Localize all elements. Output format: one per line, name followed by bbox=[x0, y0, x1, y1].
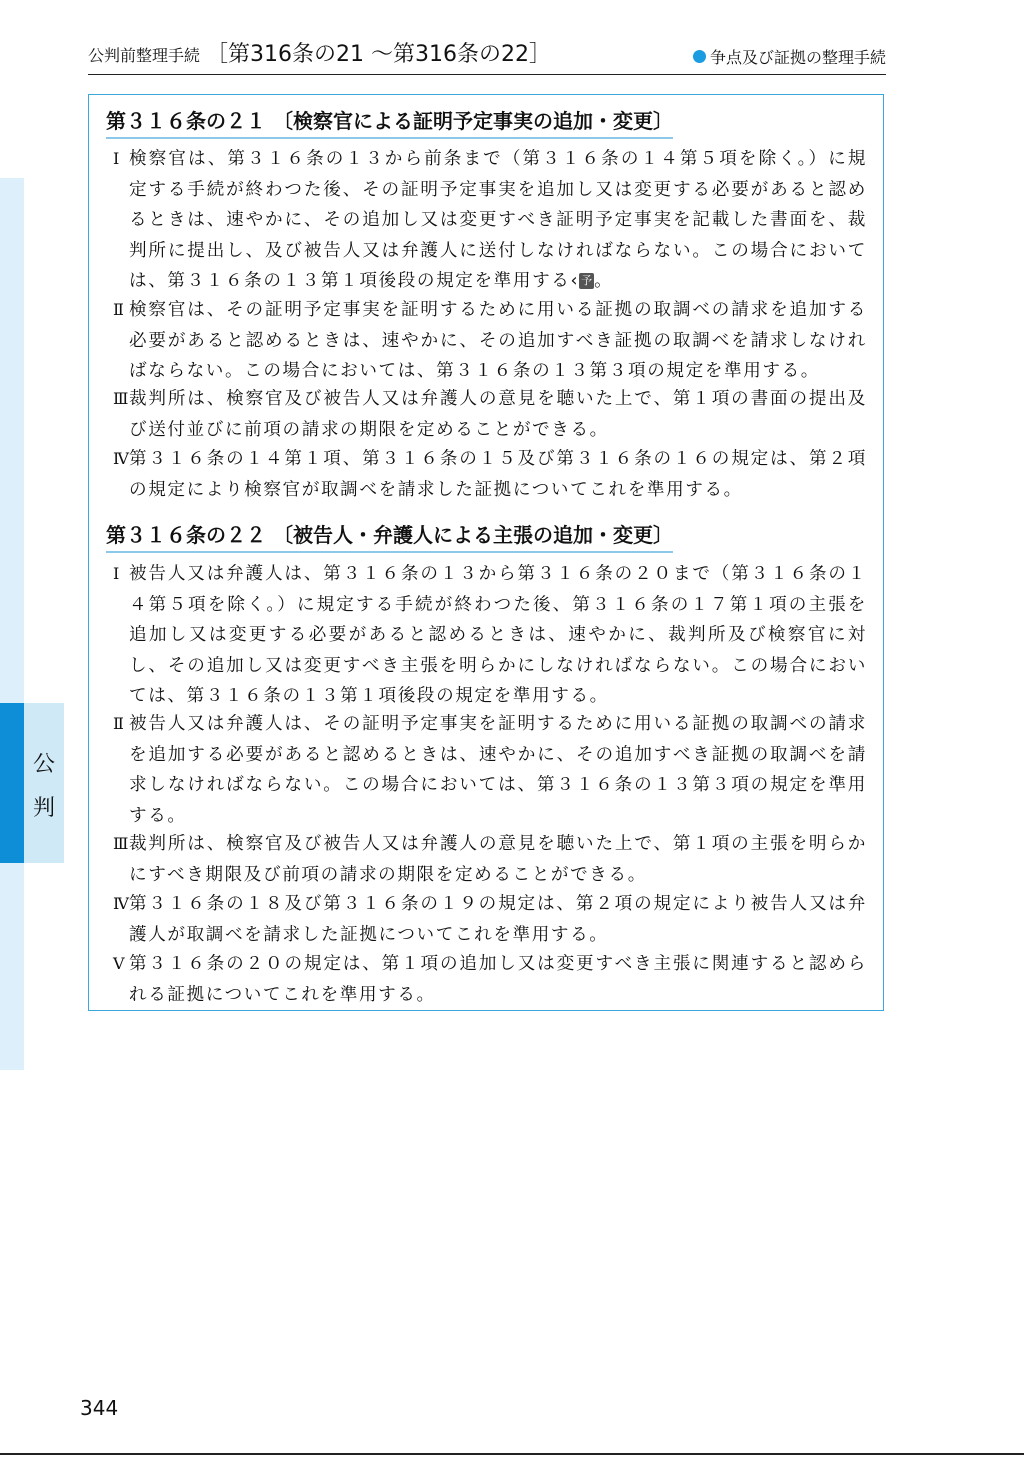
header-section bbox=[693, 45, 886, 68]
paragraph-number: Ⅴ bbox=[113, 954, 125, 973]
paragraph-text: 第３１６条の１４第１項、第３１６条の１５及び第３１６条の１６の規定は、第２項の規定により検察官が取調べを請求した証拠についてこれを準用する。 bbox=[129, 449, 867, 500]
reference-mark-icon: 予 bbox=[581, 274, 593, 287]
header-section-label: 争点及び証拠の整理手続 bbox=[709, 48, 886, 67]
header-chapter: 公判前整理手続 bbox=[88, 46, 201, 65]
paragraph bbox=[89, 829, 883, 890]
paragraph-number: Ⅰ bbox=[113, 149, 120, 168]
paragraph-text: 第３１６条の２０の規定は、第１項の追加し又は変更すべき主張に関連すると認められる証拠についてこれを準用する。 bbox=[129, 954, 867, 1005]
side-index-strip bbox=[0, 178, 24, 1070]
paragraph-text: 第３１６条の１８及び第３１６条の１９の規定は、第２項の規定により被告人又は弁護人が取調べを請求した証拠についてこれを準用する。 bbox=[129, 894, 867, 945]
paragraph bbox=[89, 709, 883, 831]
paragraph-text bbox=[129, 144, 867, 297]
header-title bbox=[88, 37, 551, 68]
paragraph-number: Ⅳ bbox=[113, 894, 129, 913]
paragraph-text: 裁判所は、検察官及び被告人又は弁護人の意見を聴いた上で、第１項の書面の提出及び送付並びに前項の請求の期限を定めることができる。 bbox=[129, 389, 867, 440]
paragraph-text: 被告人又は弁護人は、第３１６条の１３から第３１６条の２０まで（第３１６条の１４第５項を除く。）に規定する手続が終わつた後、第３１６条の１７第１項の主張を追加し又は変更する必要があると認めるときは、速やかに、裁判所及び検察官に対し、その追加し又は変更すべき主張を明らかにしなければならない。この場合においては、第３１６条の１３第１項後段の規定を準用する。 bbox=[129, 564, 867, 706]
paragraph-end: 。 bbox=[594, 271, 614, 291]
paragraph bbox=[89, 295, 883, 387]
paragraph bbox=[89, 384, 883, 445]
paragraph-text: 被告人又は弁護人は、その証明予定事実を証明するために用いる証拠の取調べの請求を追加する必要があると認めるときは、速やかに、その追加すべき証拠の取調べを請求しなければならない。この場合においては、第３１６条の１３第３項の規定を準用する。 bbox=[129, 714, 867, 826]
paragraph bbox=[89, 889, 883, 950]
paragraph bbox=[89, 559, 883, 712]
bottom-rule bbox=[0, 1453, 1024, 1455]
paragraph bbox=[89, 144, 883, 297]
paragraph-body: 検察官は、第３１６条の１３から前条まで（第３１６条の１４第５項を除く。）に規定する手続が終わつた後、その証明予定事実を追加し又は変更する必要があると認めるときは、速やかに、その追加し又は変更すべき証明予定事実を記載した書面を、裁判所に提出し、及び被告人又は弁護人に送付しなければならない。この場合においては、第３１６条の１３第１項後段の規定を準用する bbox=[129, 149, 867, 291]
paragraph bbox=[89, 949, 883, 1010]
header-article-range: ［第316条の21 ～第316条の22］ bbox=[206, 42, 551, 67]
statute-box bbox=[88, 94, 884, 1011]
article-heading: 第３１６条の２２ 〔被告人・弁護人による主張の追加・変更〕 bbox=[106, 519, 673, 553]
paragraph bbox=[89, 444, 883, 505]
arrow-left-icon: ‹ bbox=[570, 271, 580, 291]
running-header bbox=[88, 38, 886, 75]
side-tab-label: 公 判 bbox=[32, 752, 55, 821]
paragraph-number: Ⅱ bbox=[113, 714, 124, 733]
side-index-tab bbox=[0, 703, 64, 863]
paragraph-number: Ⅳ bbox=[113, 449, 129, 468]
article-heading: 第３１６条の２１ 〔検察官による証明予定事実の追加・変更〕 bbox=[106, 105, 673, 139]
page-number: 344 bbox=[80, 1396, 119, 1420]
paragraph-text: 検察官は、その証明予定事実を証明するために用いる証拠の取調べの請求を追加する必要があると認めるときは、速やかに、その追加すべき証拠の取調べを請求しなければならない。この場合においては、第３１６条の１３第３項の規定を準用する。 bbox=[129, 300, 867, 381]
paragraph-text: 裁判所は、検察官及び被告人又は弁護人の意見を聴いた上で、第１項の主張を明らかにすべき期限及び前項の請求の期限を定めることができる。 bbox=[129, 834, 867, 885]
paragraph-number: Ⅲ bbox=[113, 834, 129, 853]
paragraph-number: Ⅱ bbox=[113, 300, 124, 319]
paragraph-number: Ⅲ bbox=[113, 389, 129, 408]
bullet-dot-icon bbox=[693, 50, 706, 63]
paragraph-number: Ⅰ bbox=[113, 564, 120, 583]
